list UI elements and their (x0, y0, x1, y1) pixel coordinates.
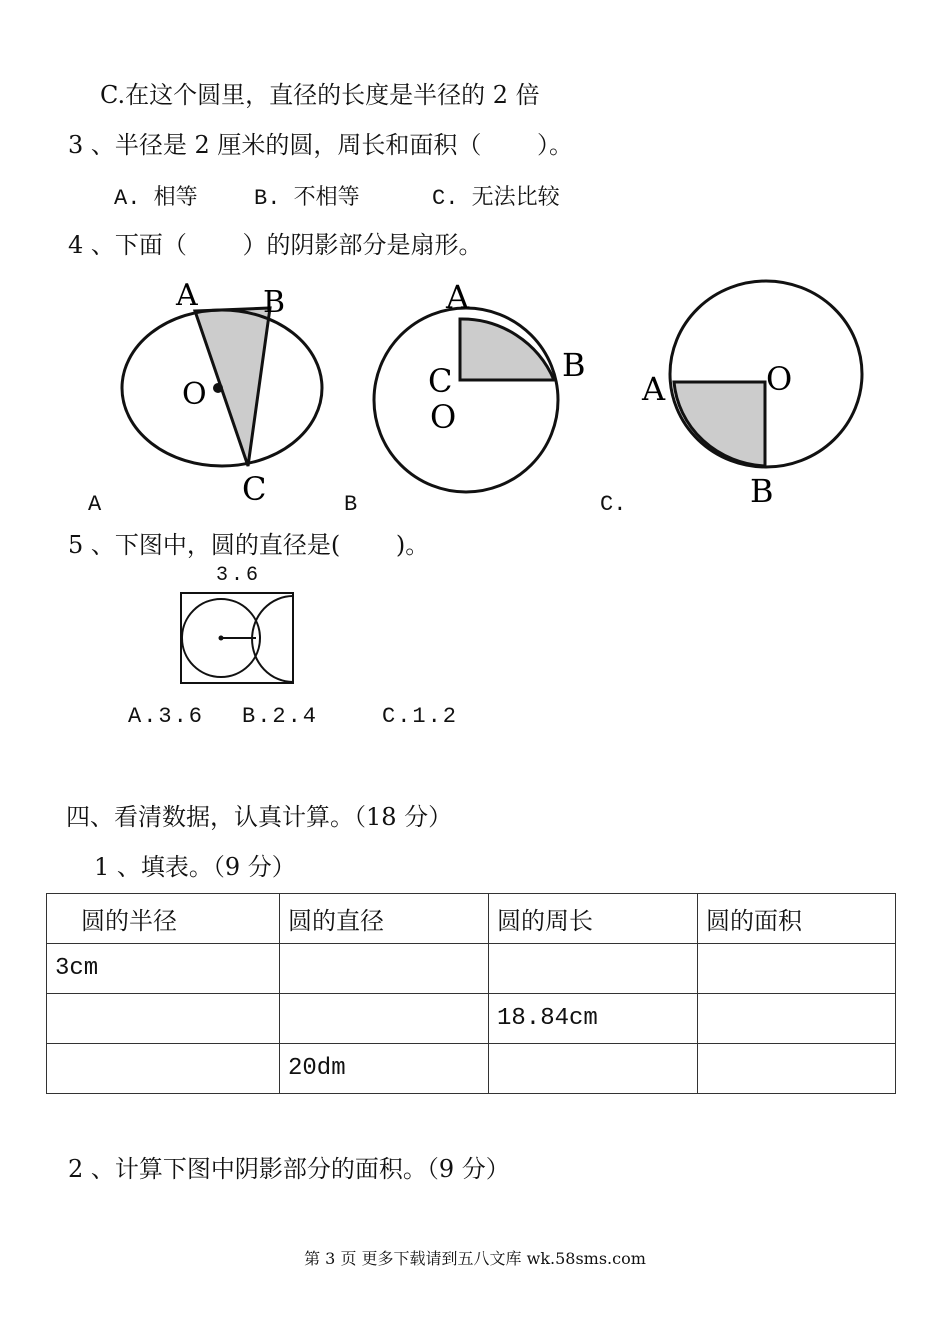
q5-option-a: A.3.6 (128, 704, 205, 729)
q4-figure-b (360, 278, 600, 508)
table-cell[interactable] (698, 994, 896, 1044)
q5-half-circle (252, 596, 293, 682)
fig-c-shaded-region (674, 382, 765, 466)
table-cell[interactable] (280, 944, 489, 994)
question-3: 3 、半径是 2 厘米的圆，周长和面积（ ）。 (68, 131, 574, 159)
q3-option-c: C. 无法比较 (432, 186, 560, 211)
table-cell[interactable]: 3cm (47, 944, 280, 994)
fig-b-label-b: B (562, 346, 586, 384)
q5-figure-length-label: 3.6 (216, 564, 262, 587)
table-header-diameter: 圆的直径 (280, 894, 489, 944)
fig-a-label-b: B (263, 285, 286, 320)
q4-figure-a-label: A (88, 492, 102, 517)
q3-option-a: A. 相等 (114, 186, 198, 211)
q5-figure (178, 590, 298, 686)
table-cell[interactable]: 18.84cm (489, 994, 698, 1044)
table-cell[interactable] (47, 994, 280, 1044)
table-cell[interactable] (698, 944, 896, 994)
table-row (47, 994, 896, 1044)
fig-c-label-a: A (642, 370, 666, 408)
table-cell[interactable]: 20dm (280, 1044, 489, 1094)
fig-b-label-a: A (446, 278, 470, 316)
q4-figure-c-label: C. (600, 492, 627, 517)
q5-center-dot (219, 636, 224, 641)
sub-question-1: 1 、填表。（9 分） (94, 853, 296, 881)
table-row (47, 944, 896, 994)
q3-option-b: B. 不相等 (254, 186, 360, 211)
fig-a-label-o: O (182, 377, 207, 412)
table-header-circumference: 圆的周长 (489, 894, 698, 944)
option-c-previous-question: C.在这个圆里，直径的长度是半径的 2 倍 (100, 81, 540, 109)
question-5: 5 、下图中，圆的直径是( )。 (68, 531, 430, 559)
fig-b-label-c: C (428, 362, 453, 400)
table-cell[interactable] (489, 944, 698, 994)
table-cell[interactable] (47, 1044, 280, 1094)
q5-option-b: B.2.4 (242, 704, 319, 729)
q4-figure-b-label: B (344, 492, 358, 517)
fig-b-label-o: O (430, 398, 457, 436)
page-footer: 第 3 页 更多下载请到五八文库 wk.58sms.com (304, 1249, 646, 1268)
section-4-heading: 四、看清数据，认真计算。（18 分） (66, 803, 453, 831)
q4-figure-a (110, 278, 340, 508)
fig-c-label-b: B (750, 472, 774, 508)
question-4: 4 、下面（ ）的阴影部分是扇形。 (68, 231, 483, 259)
table-cell[interactable] (280, 994, 489, 1044)
table-row (47, 1044, 896, 1094)
table-header-row (47, 894, 896, 944)
fig-a-center-dot (213, 383, 223, 393)
table-header-area: 圆的面积 (698, 894, 896, 944)
table-cell[interactable] (489, 1044, 698, 1094)
sub-question-2: 2 、计算下图中阴影部分的面积。（9 分） (68, 1155, 510, 1183)
fig-b-shaded-region (460, 319, 554, 380)
circle-data-table (46, 893, 896, 1094)
table-header-radius: 圆的半径 (47, 894, 280, 944)
fig-a-label-a: A (176, 278, 198, 313)
fig-a-label-c: C (242, 470, 267, 508)
table-cell[interactable] (698, 1044, 896, 1094)
q4-figure-c (636, 278, 886, 508)
fig-c-label-o: O (766, 360, 793, 398)
q5-option-c: C.1.2 (382, 704, 459, 729)
